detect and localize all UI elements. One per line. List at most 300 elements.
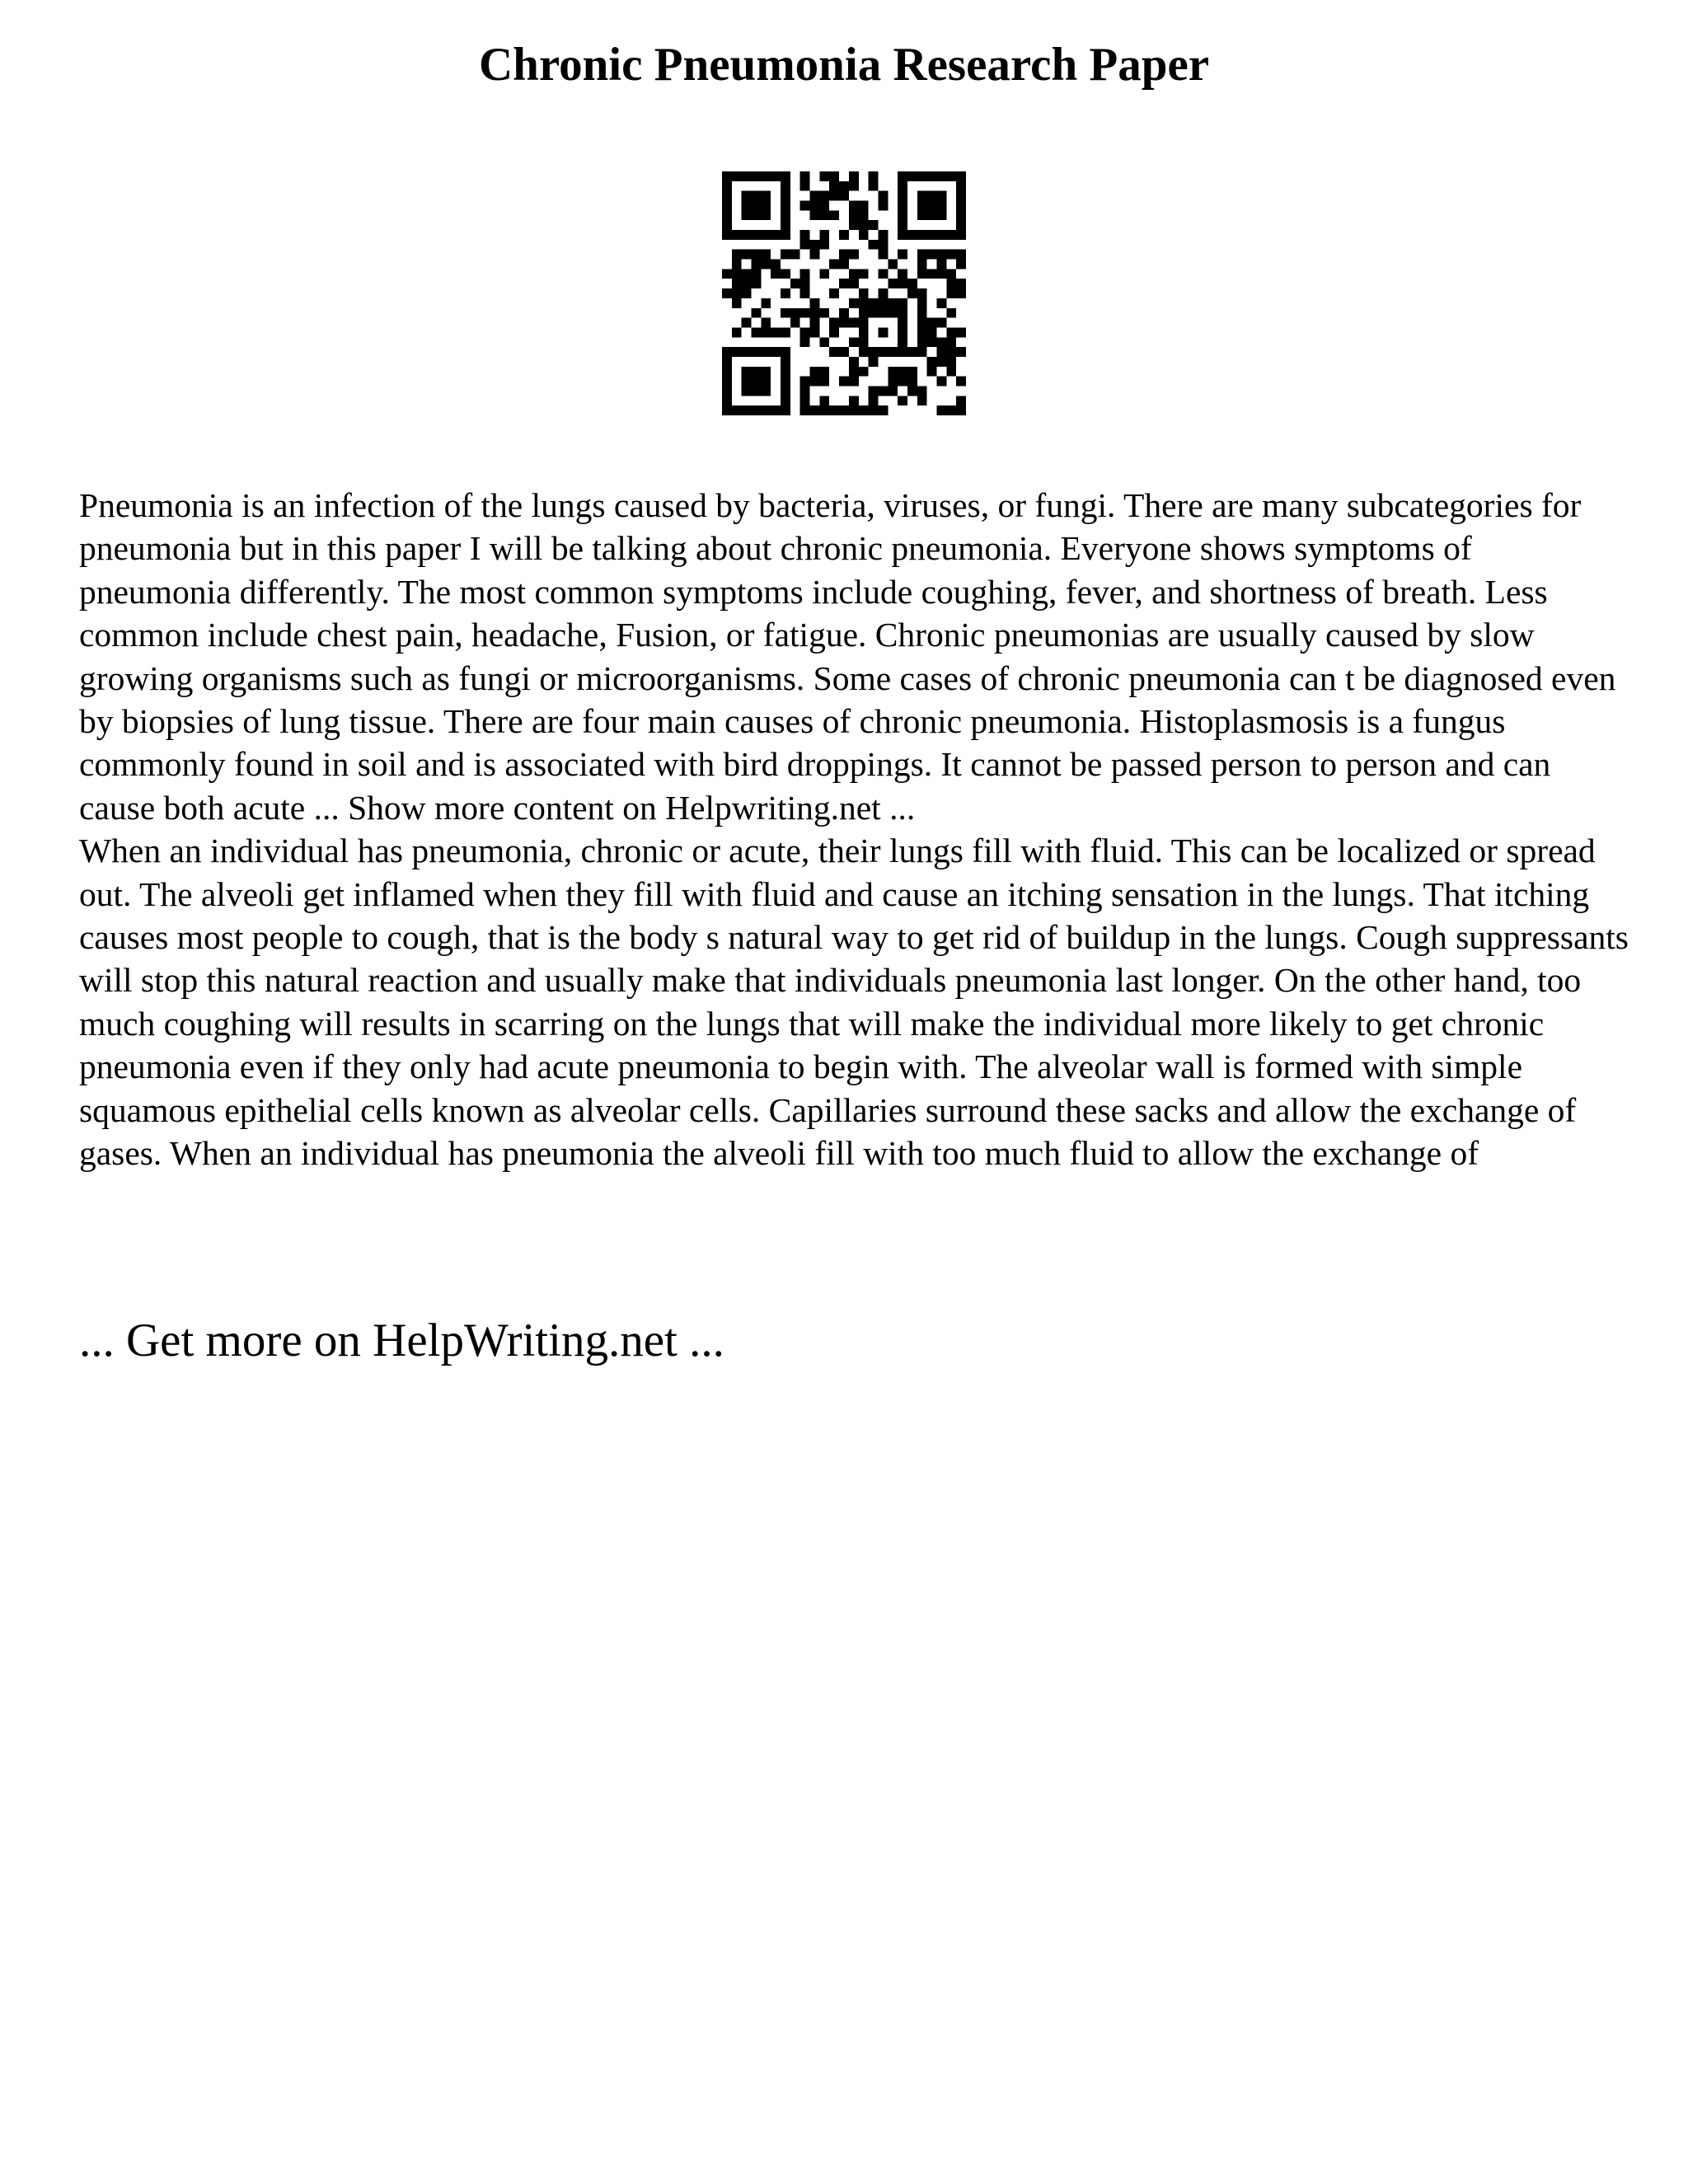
qr-module xyxy=(752,171,762,181)
qr-module xyxy=(898,298,907,308)
qr-module xyxy=(878,230,888,240)
qr-module xyxy=(810,298,820,308)
qr-module xyxy=(781,201,790,211)
qr-module xyxy=(878,308,888,318)
qr-module xyxy=(936,250,946,260)
qr-module xyxy=(722,357,732,367)
qr-module xyxy=(819,367,829,377)
qr-module xyxy=(742,230,752,240)
qr-module xyxy=(898,220,907,230)
qr-module xyxy=(907,386,917,396)
qr-module xyxy=(956,181,966,191)
qr-module xyxy=(839,260,849,269)
qr-module xyxy=(936,318,946,328)
qr-module xyxy=(742,171,752,181)
qr-module xyxy=(907,288,917,298)
qr-module xyxy=(849,269,859,279)
qr-module xyxy=(946,250,956,260)
qr-module xyxy=(898,337,907,347)
qr-module xyxy=(732,171,742,181)
qr-module xyxy=(752,201,762,211)
qr-module xyxy=(800,386,810,396)
qr-module xyxy=(888,347,898,357)
qr-module xyxy=(917,201,927,211)
qr-module xyxy=(936,405,946,415)
qr-module xyxy=(732,230,742,240)
qr-module xyxy=(761,298,771,308)
qr-module xyxy=(819,240,829,250)
qr-module xyxy=(800,396,810,405)
qr-module xyxy=(907,279,917,288)
qr-module xyxy=(849,298,859,308)
qr-module xyxy=(752,210,762,220)
qr-module xyxy=(946,269,956,279)
qr-module xyxy=(761,347,771,357)
qr-module xyxy=(869,386,879,396)
qr-module xyxy=(732,327,742,337)
qr-module xyxy=(819,191,829,201)
qr-module xyxy=(732,250,742,260)
qr-module xyxy=(829,260,839,269)
qr-module xyxy=(956,327,966,337)
qr-module xyxy=(869,298,879,308)
qr-module xyxy=(839,191,849,201)
qr-module xyxy=(761,386,771,396)
qr-module xyxy=(781,377,790,387)
qr-module xyxy=(917,318,927,328)
qr-module xyxy=(956,220,966,230)
qr-module xyxy=(800,230,810,240)
qr-module xyxy=(927,201,937,211)
qr-module xyxy=(810,327,820,337)
qr-module xyxy=(927,367,937,377)
qr-module xyxy=(819,171,829,181)
qr-module xyxy=(859,210,869,220)
qr-module xyxy=(761,210,771,220)
qr-module xyxy=(936,191,946,201)
qr-module xyxy=(839,377,849,387)
qr-module xyxy=(849,201,859,211)
qr-module xyxy=(722,191,732,201)
qr-module xyxy=(936,357,946,367)
qr-module xyxy=(956,210,966,220)
qr-module xyxy=(878,405,888,415)
qr-module xyxy=(761,191,771,201)
qr-module xyxy=(781,357,790,367)
get-more-link[interactable]: ... Get more on HelpWriting.net ... xyxy=(79,1315,724,1366)
qr-module xyxy=(917,269,927,279)
qr-module xyxy=(752,308,762,318)
qr-module xyxy=(742,191,752,201)
qr-module xyxy=(859,367,869,377)
qr-module xyxy=(956,250,966,260)
qr-module xyxy=(936,337,946,347)
qr-module xyxy=(742,250,752,260)
qr-module xyxy=(849,405,859,415)
qr-module xyxy=(946,367,956,377)
qr-module xyxy=(859,220,869,230)
qr-module xyxy=(839,230,849,240)
qr-module xyxy=(771,347,781,357)
qr-module xyxy=(907,347,917,357)
qr-module xyxy=(898,250,907,260)
qr-module xyxy=(819,337,829,347)
qr-module xyxy=(761,230,771,240)
qr-module xyxy=(761,318,771,328)
qr-module xyxy=(732,298,742,308)
qr-module xyxy=(781,269,790,279)
qr-module xyxy=(878,386,888,396)
qr-module xyxy=(761,377,771,387)
qr-module xyxy=(732,260,742,269)
qr-module xyxy=(742,318,752,328)
qr-module xyxy=(859,327,869,337)
qr-module xyxy=(936,347,946,357)
qr-module xyxy=(849,181,859,191)
qr-module xyxy=(752,386,762,396)
qr-module xyxy=(752,191,762,201)
qr-module xyxy=(839,279,849,288)
qr-module xyxy=(761,201,771,211)
qr-module xyxy=(946,347,956,357)
qr-module xyxy=(917,210,927,220)
qr-module xyxy=(722,405,732,415)
body-text xyxy=(79,484,1629,1175)
qr-module xyxy=(722,201,732,211)
qr-module xyxy=(819,210,829,220)
qr-module xyxy=(810,201,820,211)
qr-module xyxy=(859,308,869,318)
qr-module xyxy=(800,171,810,181)
qr-module xyxy=(752,405,762,415)
qr-module xyxy=(732,405,742,415)
qr-module xyxy=(869,240,879,250)
qr-module xyxy=(849,396,859,405)
qr-module xyxy=(771,269,781,279)
qr-module xyxy=(781,308,790,318)
qr-module xyxy=(781,220,790,230)
qr-module xyxy=(849,357,859,367)
qr-module xyxy=(742,405,752,415)
qr-module xyxy=(849,210,859,220)
qr-module xyxy=(771,171,781,181)
qr-module xyxy=(839,405,849,415)
qr-module xyxy=(810,240,820,250)
qr-module xyxy=(946,288,956,298)
qr-module xyxy=(898,377,907,387)
qr-module xyxy=(917,298,927,308)
qr-module xyxy=(898,279,907,288)
qr-module xyxy=(752,367,762,377)
qr-module xyxy=(810,250,820,260)
qr-module xyxy=(752,250,762,260)
qr-module xyxy=(722,288,732,298)
qr-module xyxy=(800,279,810,288)
qr-module xyxy=(800,288,810,298)
qr-module xyxy=(790,308,800,318)
qr-module xyxy=(771,327,781,337)
qr-module xyxy=(917,288,927,298)
qr-module xyxy=(849,171,859,181)
qr-module xyxy=(761,260,771,269)
qr-module xyxy=(722,367,732,377)
qr-module xyxy=(819,308,829,318)
qr-module xyxy=(898,210,907,220)
qr-module xyxy=(722,386,732,396)
qr-module xyxy=(898,171,907,181)
qr-module xyxy=(752,327,762,337)
qr-module xyxy=(869,308,879,318)
qr-module xyxy=(898,308,907,318)
qr-module xyxy=(907,367,917,377)
qr-module xyxy=(732,269,742,279)
qr-module xyxy=(781,230,790,240)
qr-module xyxy=(878,240,888,250)
qr-module xyxy=(956,288,966,298)
qr-module xyxy=(936,269,946,279)
qr-module xyxy=(878,201,888,211)
qr-module xyxy=(888,279,898,288)
qr-module xyxy=(722,220,732,230)
qr-module xyxy=(722,230,732,240)
qr-module xyxy=(888,308,898,318)
qr-module xyxy=(781,327,790,337)
qr-module xyxy=(800,377,810,387)
qr-module xyxy=(898,191,907,201)
qr-module xyxy=(917,396,927,405)
qr-module xyxy=(752,279,762,288)
qr-module xyxy=(810,405,820,415)
qr-module xyxy=(869,220,879,230)
qr-module xyxy=(781,191,790,201)
qr-module xyxy=(898,367,907,377)
qr-module xyxy=(839,347,849,357)
qr-module xyxy=(829,405,839,415)
qr-module xyxy=(781,288,790,298)
qr-module xyxy=(752,230,762,240)
qr-module xyxy=(869,347,879,357)
qr-module xyxy=(859,269,869,279)
qr-module xyxy=(869,357,879,367)
qr-module xyxy=(888,367,898,377)
qr-module xyxy=(927,327,937,337)
qr-module xyxy=(742,377,752,387)
qr-module xyxy=(956,260,966,269)
qr-module xyxy=(752,260,762,269)
qr-module xyxy=(819,396,829,405)
qr-module xyxy=(859,337,869,347)
qr-module xyxy=(761,405,771,415)
qr-module xyxy=(946,327,956,337)
qr-module xyxy=(722,396,732,405)
qr-module xyxy=(781,367,790,377)
qr-module xyxy=(927,230,937,240)
qr-module xyxy=(790,279,800,288)
qr-module xyxy=(859,230,869,240)
qr-module xyxy=(800,327,810,337)
qr-module xyxy=(819,269,829,279)
qr-module xyxy=(742,269,752,279)
qr-module xyxy=(722,269,732,279)
qr-module xyxy=(781,396,790,405)
qr-module xyxy=(859,347,869,357)
qr-module xyxy=(878,347,888,357)
qr-module xyxy=(819,201,829,211)
qr-module xyxy=(761,250,771,260)
qr-module xyxy=(888,386,898,396)
qr-module xyxy=(946,337,956,347)
qr-module xyxy=(732,347,742,357)
paragraph-1: Pneumonia is an infection of the lungs caused by bacteria, viruses, or fungi. There are many subcategories for pneumonia but in this paper I will be talking about chronic pneumonia. Everyone shows symptoms of pneumonia differently. The most common symptoms include coughing, fever, and shortness of breath. Less common include chest pain, headache, Fusion, or fatigue. Chronic pneumonias are usually caused by slow growing organisms such as fungi or microorganisms. Some cases of chronic pneumonia can t be diagnosed even by biopsies of lung tissue. There are four main causes of chronic pneumonia. Histoplasmosis is a fungus commonly found in soil and is associated with bird droppings. It cannot be passed person to person and can cause both acute ... Show more content on Helpwriting.net ... xyxy=(79,486,1616,827)
qr-module xyxy=(849,337,859,347)
qr-module xyxy=(898,347,907,357)
qr-module xyxy=(781,405,790,415)
qr-module xyxy=(829,318,839,328)
qr-module xyxy=(917,308,927,318)
qr-module xyxy=(742,386,752,396)
qr-module xyxy=(927,191,937,201)
qr-module xyxy=(936,230,946,240)
qr-module xyxy=(781,347,790,357)
qr-module xyxy=(732,288,742,298)
qr-module xyxy=(800,308,810,318)
qr-module xyxy=(742,347,752,357)
qr-module xyxy=(742,279,752,288)
qr-module xyxy=(761,367,771,377)
qr-module xyxy=(917,347,927,357)
qr-module xyxy=(859,318,869,328)
qr-module xyxy=(936,201,946,211)
qr-module xyxy=(849,279,859,288)
qr-module xyxy=(781,171,790,181)
qr-module xyxy=(946,279,956,288)
qr-module xyxy=(956,201,966,211)
qr-module xyxy=(946,171,956,181)
qr-module xyxy=(849,318,859,328)
qr-module xyxy=(859,298,869,308)
qr-module xyxy=(956,347,966,357)
qr-module xyxy=(859,288,869,298)
qr-module xyxy=(800,201,810,211)
qr-module xyxy=(907,377,917,387)
qr-module xyxy=(839,250,849,260)
qr-module xyxy=(781,250,790,260)
qr-module xyxy=(819,377,829,387)
qr-module xyxy=(839,181,849,191)
qr-module xyxy=(849,377,859,387)
qr-module xyxy=(761,171,771,181)
qr-module xyxy=(898,396,907,405)
qr-module xyxy=(742,288,752,298)
qr-module xyxy=(752,377,762,387)
qr-module xyxy=(936,171,946,181)
qr-module xyxy=(878,250,888,260)
qr-module xyxy=(927,337,937,347)
qr-module xyxy=(898,201,907,211)
qr-module xyxy=(956,396,966,405)
qr-module xyxy=(907,171,917,181)
qr-module xyxy=(936,377,946,387)
qr-module xyxy=(752,347,762,357)
qr-module xyxy=(898,181,907,191)
qr-module xyxy=(810,318,820,328)
qr-module xyxy=(800,337,810,347)
qr-module xyxy=(869,396,879,405)
qr-module xyxy=(927,269,937,279)
qr-module xyxy=(722,181,732,191)
qr-module xyxy=(781,386,790,396)
qr-module xyxy=(946,230,956,240)
qr-module xyxy=(810,377,820,387)
qr-module xyxy=(936,260,946,269)
qr-module xyxy=(800,240,810,250)
qr-module xyxy=(829,288,839,298)
qr-module xyxy=(849,220,859,230)
qr-module xyxy=(956,171,966,181)
qr-module xyxy=(869,171,879,181)
qr-module xyxy=(849,250,859,260)
qr-module xyxy=(898,230,907,240)
qr-module xyxy=(722,210,732,220)
qr-module xyxy=(946,308,956,318)
qr-module xyxy=(790,318,800,328)
qr-module xyxy=(878,298,888,308)
page-title: Chronic Pneumonia Research Paper xyxy=(478,39,1210,91)
qr-module xyxy=(752,269,762,279)
qr-module xyxy=(917,260,927,269)
qr-module xyxy=(742,367,752,377)
qr-module xyxy=(927,210,937,220)
qr-module xyxy=(888,260,898,269)
qr-module xyxy=(800,269,810,279)
qr-module xyxy=(829,171,839,181)
qr-module xyxy=(936,210,946,220)
qr-module xyxy=(878,269,888,279)
qr-module xyxy=(917,250,927,260)
qr-module xyxy=(917,386,927,396)
qr-module xyxy=(829,327,839,337)
qr-module xyxy=(917,337,927,347)
qr-module xyxy=(781,181,790,191)
qr-module xyxy=(771,260,781,269)
qr-module xyxy=(839,318,849,328)
qr-module xyxy=(956,230,966,240)
qr-module xyxy=(859,201,869,211)
qr-module xyxy=(829,181,839,191)
qr-module xyxy=(839,308,849,318)
qr-module xyxy=(927,250,937,260)
qr-module xyxy=(946,405,956,415)
qr-module xyxy=(917,327,927,337)
qr-module xyxy=(849,367,859,377)
qr-module xyxy=(878,327,888,337)
qr-module xyxy=(742,210,752,220)
qr-module xyxy=(927,318,937,328)
qr-module xyxy=(771,405,781,415)
qr-module xyxy=(888,377,898,387)
qr-module xyxy=(722,377,732,387)
qr-module xyxy=(819,230,829,240)
qr-module xyxy=(761,327,771,337)
qr-module xyxy=(878,191,888,201)
qr-module xyxy=(898,318,907,328)
qr-module xyxy=(917,191,927,201)
qr-module xyxy=(742,201,752,211)
qr-module xyxy=(927,357,937,367)
qr-module xyxy=(800,181,810,191)
qr-module xyxy=(810,210,820,220)
qr-module xyxy=(946,357,956,367)
